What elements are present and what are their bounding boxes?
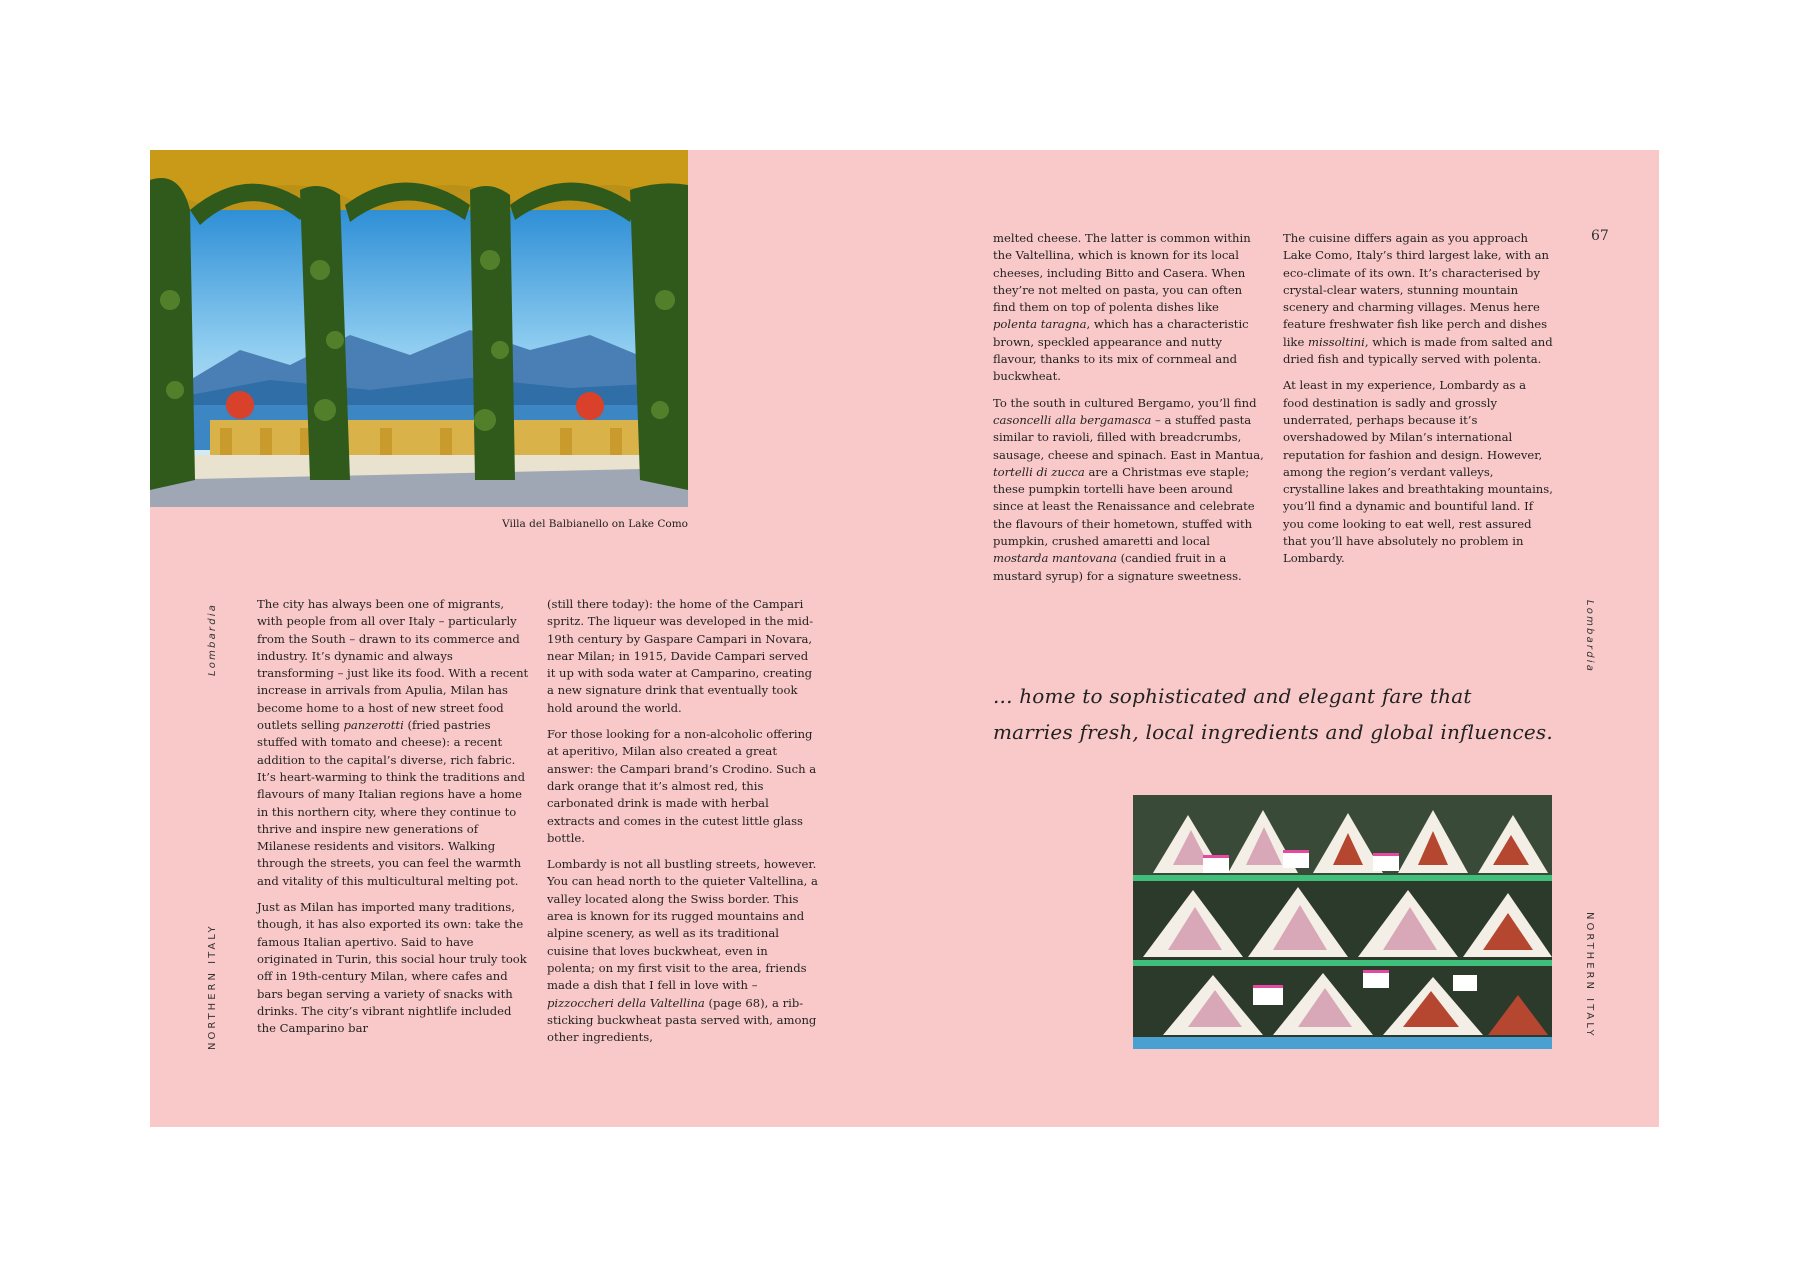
paragraph: The cuisine differs again as you approach Lake Como, Italy’s third largest lake, with an eco-climate of its own. It’s characterised by crystal-clear waters, stunning mountain scenery and charming villages. Menus here feature freshwater fish like perch and dishes like missoltini, which is made from salted and dried fish and typically served with polenta. <box>1283 231 1553 367</box>
photo-caption: Villa del Balbianello on Lake Como <box>502 518 688 530</box>
side-label-region-right: Lombardia <box>1584 600 1595 674</box>
text-column-1 <box>257 596 529 1046</box>
pull-quote-line-2: marries fresh, local ingredients and global influences. <box>993 720 1553 744</box>
paragraph: Just as Milan has imported many traditions, though, it has also exported its own: take the famous Italian apertivo. Said to have originated in Turin, this social hour truly took off in 19th-century Milan, where cafes and bars began serving a variety of snacks with drinks. The city’s vibrant nightlife included the Camparino bar <box>257 900 527 1036</box>
paragraph: Lombardy is not all bustling streets, however. You can head north to the quieter Valtellina, a valley located along the Swiss border. This area is known for its rugged mountains and alpine scenery, as well as its traditional cuisine that loves buckwheat, even in polenta; on my first visit to the area, friends made a dish that I fell in love with – pizzoccheri della Valtellina (page 68), a rib-sticking buckwheat pasta served with, among other ingredients, <box>547 857 818 1045</box>
side-label-section-right: NORTHERN ITALY <box>1584 912 1595 1039</box>
text-column-4 <box>1283 230 1555 577</box>
villa-arches-photo <box>150 150 688 507</box>
paragraph: (still there today): the home of the Campari spritz. The liqueur was developed in the mid-19th century by Gaspare Campari in Novara, near Milan; in 1915, Davide Campari served it up with soda water at Camparino, creating a new signature drink that eventually took hold around the world. <box>547 597 814 715</box>
paragraph: To the south in cultured Bergamo, you’ll find casoncelli alla bergamasca – a stuffed pasta similar to ravioli, filled with breadcrumbs, sausage, cheese and spinach. East in Mantua, tortelli di zucca are a Christmas eve staple; these pumpkin tortelli have been around since at least the Renaissance and celebrate the flavours of their hometown, stuffed with pumpkin, crushed amaretti and local mostarda mantovana (candied fruit in a mustard syrup) for a signature sweetness. <box>993 395 1264 583</box>
paragraph: For those looking for a non-alcoholic offering at aperitivo, Milan also created a great answer: the Campari brand’s Crodino. Such a dark orange that it’s almost red, this carbonated drink is made with herbal extracts and comes in the cutest little glass bottle. <box>547 727 817 845</box>
paragraph: The city has always been one of migrants, with people from all over Italy – particularly from the South – drawn to its commerce and industry. It’s dynamic and always transforming – just like its food. With a recent increase in arrivals from Apulia, Milan has become home to a host of new street food outlets selling panzerotti (fried pastries stuffed with tomato and cheese): a recent addition to the capital’s diverse, rich fabric. It’s heart-warming to think the traditions and flavours of many Italian regions have a home in this northern city, where they continue to thrive and inspire new generations of Milanese residents and visitors. Walking through the streets, you can feel the warmth and vitality of this multicultural melting pot. <box>257 597 529 888</box>
side-label-region-left: Lombardia <box>207 602 218 676</box>
text-column-2 <box>547 596 819 1055</box>
paragraph: melted cheese. The latter is common within the Valtellina, which is known for its local cheeses, including Bitto and Casera. When they’re not melted on pasta, you can often find them on top of polenta dishes like polenta taragna, which has a characteristic brown, speckled appearance and nutty flavour, thanks to its mix of cornmeal and buckwheat. <box>993 231 1251 384</box>
sandwich-display-photo <box>1133 795 1552 1049</box>
pull-quote <box>993 678 1563 750</box>
pull-quote-line-1: ... home to sophisticated and elegant fare that <box>993 684 1472 708</box>
side-label-section-left: NORTHERN ITALY <box>207 923 218 1050</box>
paragraph: At least in my experience, Lombardy as a food destination is sadly and grossly underrated, perhaps because it’s overshadowed by Milan’s international reputation for fashion and design. However, among the region’s verdant valleys, crystalline lakes and breathtaking mountains, you’ll find a dynamic and bountiful land. If you come looking to eat well, rest assured that you’ll have absolutely no problem in Lombardy. <box>1283 378 1553 566</box>
page-number: 67 <box>1591 228 1609 244</box>
text-column-3 <box>993 230 1265 594</box>
